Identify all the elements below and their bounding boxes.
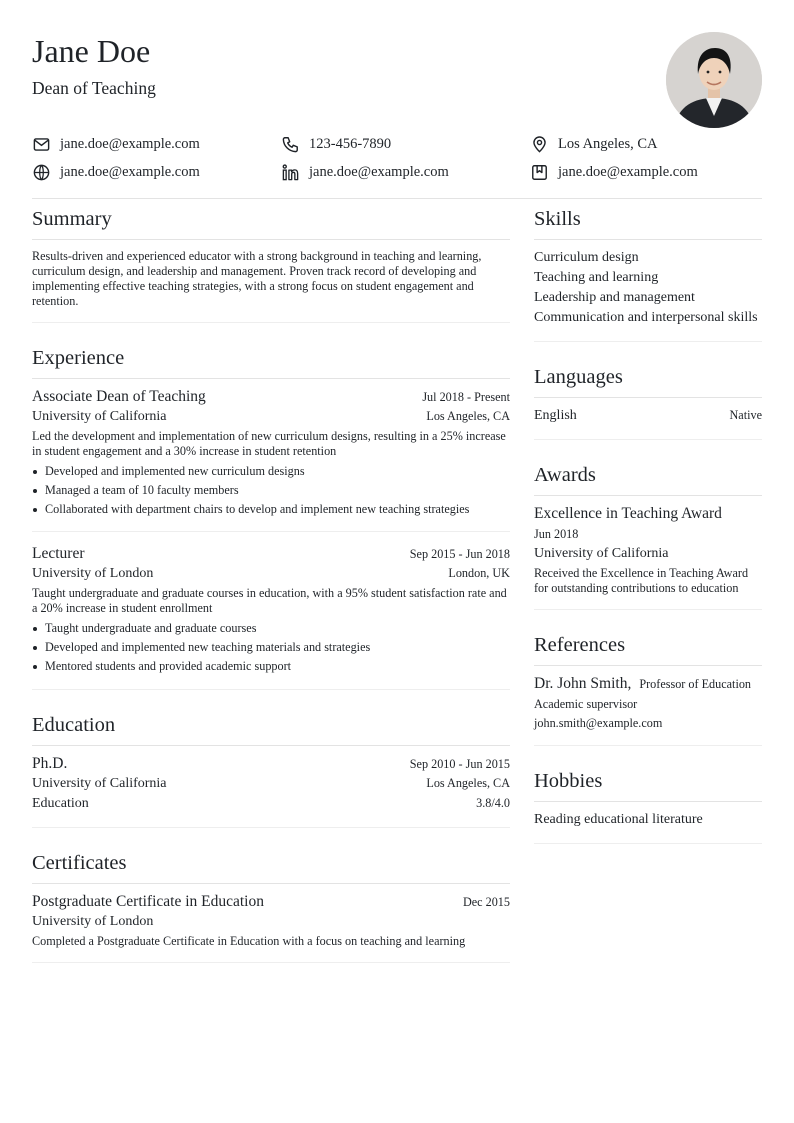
candidate-headline: Dean of Teaching (32, 78, 156, 98)
education-score: 3.8/4.0 (476, 796, 510, 810)
experience-entry (32, 387, 510, 519)
linkedin-icon (281, 163, 300, 182)
contact-profile[interactable] (530, 162, 762, 182)
certificate-summary: Completed a Postgraduate Certificate in Education with a focus on teaching and learning (32, 934, 466, 948)
contact-email-text: jane.doe@example.com (60, 135, 200, 152)
reference-role: Professor of Education (639, 677, 752, 691)
education-date: Sep 2010 - Jun 2015 (409, 757, 510, 771)
certificate-date: Dec 2015 (462, 895, 510, 909)
map-pin-icon (530, 135, 549, 154)
job-company: University of California (32, 409, 167, 424)
education-area: Education (32, 796, 89, 811)
job-summary: Taught undergraduate and graduate courses in education, with a 95% student satisfaction rate and a 20% increase in student enrollment (32, 586, 507, 615)
skill-item: Curriculum design (534, 250, 639, 265)
job-highlight: Developed and implemented new curriculum designs (32, 462, 510, 481)
reference-relation: Academic supervisor (534, 697, 638, 711)
language-level: Native (729, 408, 762, 422)
language-name: English (534, 408, 577, 423)
contact-phone[interactable] (281, 134, 530, 154)
job-date: Jul 2018 - Present (422, 390, 510, 404)
certificate-issuer: University of London (32, 914, 154, 929)
job-date: Sep 2015 - Jun 2018 (409, 547, 510, 561)
contact-phone-text: 123-456-7890 (309, 135, 392, 152)
skill-item: Teaching and learning (534, 270, 659, 285)
awards-heading: Awards (534, 455, 762, 496)
contact-linkedin[interactable] (281, 162, 530, 182)
education-degree: Ph.D. (32, 755, 68, 772)
award-entry (534, 504, 762, 596)
experience-section (32, 338, 510, 690)
certificate-entry (32, 892, 510, 949)
skills-section (534, 199, 762, 342)
contact-list (32, 134, 762, 182)
mail-icon (32, 135, 51, 154)
summary-text: Results-driven and experienced educator with a strong background in teaching and learning, curriculum design, and leadership and management. Proven track record of developing and implementing effective teaching strategies, with a strong focus on student engagement and retention. (32, 249, 482, 308)
job-highlight: Taught undergraduate and graduate courses (32, 619, 510, 638)
summary-heading: Summary (32, 199, 510, 240)
sidebar-column (534, 199, 762, 978)
education-section (32, 705, 510, 828)
languages-section (534, 357, 762, 440)
contact-email[interactable] (32, 134, 281, 154)
certificates-section (32, 843, 510, 963)
phone-icon (281, 135, 300, 154)
award-date: Jun 2018 (534, 527, 579, 541)
job-highlights (32, 619, 510, 676)
main-column (32, 199, 510, 978)
experience-entry (32, 531, 510, 676)
job-position: Lecturer (32, 545, 85, 562)
education-location: Los Angeles, CA (426, 776, 510, 790)
job-location: Los Angeles, CA (426, 409, 510, 423)
candidate-name: Jane Doe (32, 33, 151, 69)
hobby-item: Reading educational literature (534, 812, 703, 827)
education-heading: Education (32, 705, 510, 746)
reference-contact[interactable]: john.smith@example.com (534, 716, 663, 730)
certificates-heading: Certificates (32, 843, 510, 884)
bookmark-icon (530, 163, 549, 182)
resume-page (32, 28, 762, 978)
skill-item: Leadership and management (534, 290, 695, 305)
contact-linkedin-text: jane.doe@example.com (309, 163, 449, 180)
job-highlight: Developed and implemented new teaching materials and strategies (32, 638, 510, 657)
job-highlight: Managed a team of 10 faculty members (32, 481, 510, 500)
certificate-name: Postgraduate Certificate in Education (32, 893, 264, 910)
globe-icon (32, 163, 51, 182)
job-location: London, UK (448, 566, 510, 580)
language-item (534, 406, 762, 426)
contact-profile-text: jane.doe@example.com (558, 163, 698, 180)
award-summary: Received the Excellence in Teaching Award for outstanding contributions to education (534, 566, 749, 595)
resume-columns (32, 199, 762, 978)
profile-photo (666, 32, 762, 128)
skills-heading: Skills (534, 199, 762, 240)
award-awarder: University of California (534, 546, 669, 561)
references-heading: References (534, 625, 762, 666)
reference-entry (534, 674, 762, 732)
job-summary: Led the development and implementation of new curriculum designs, resulting in a 25% increase in student engagement and a 30% increase in student retention (32, 429, 506, 458)
references-section (534, 625, 762, 746)
resume-header (32, 28, 762, 128)
contact-location-text: Los Angeles, CA (558, 135, 658, 152)
skill-item: Communication and interpersonal skills (534, 310, 758, 325)
summary-section (32, 199, 510, 323)
contact-website-text: jane.doe@example.com (60, 163, 200, 180)
languages-heading: Languages (534, 357, 762, 398)
job-highlight: Collaborated with department chairs to develop and implement new teaching strategies (32, 500, 510, 519)
experience-heading: Experience (32, 338, 510, 379)
reference-name: Dr. John Smith, (534, 675, 632, 692)
award-title: Excellence in Teaching Award (534, 505, 722, 522)
hobbies-section (534, 761, 762, 844)
hobbies-heading: Hobbies (534, 761, 762, 802)
education-institution: University of California (32, 776, 167, 791)
awards-section (534, 455, 762, 610)
job-position: Associate Dean of Teaching (32, 388, 206, 405)
job-company: University of London (32, 566, 154, 581)
profile-photo-illustration (666, 32, 762, 128)
contact-website[interactable] (32, 162, 281, 182)
job-highlight: Mentored students and provided academic support (32, 657, 510, 676)
contact-location (530, 134, 762, 154)
job-highlights (32, 462, 510, 519)
education-entry (32, 754, 510, 814)
